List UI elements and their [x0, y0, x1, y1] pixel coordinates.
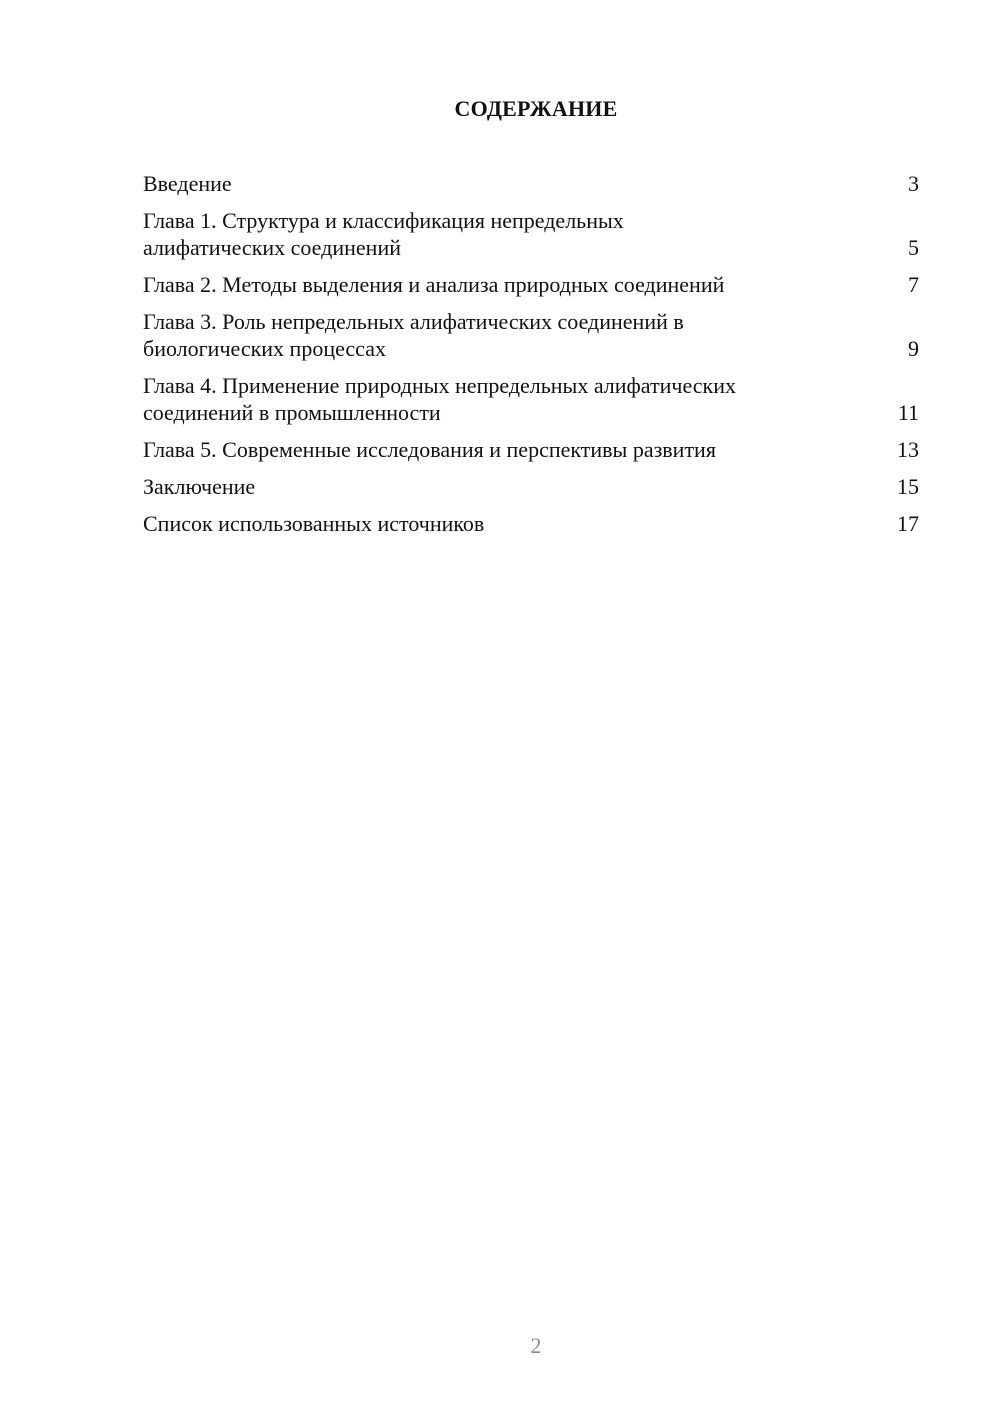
toc-entry-text: Глава 1. Структура и классификация непредельных алифатических соединений [143, 208, 624, 260]
toc-entry-page: 17 [897, 511, 919, 536]
toc-entry-chapter-3 [143, 308, 919, 362]
toc-entry-chapter-2 [143, 271, 919, 298]
toc-entry-text: Глава 4. Применение природных непредельных алифатических соединений в промышленности [143, 373, 736, 425]
toc-title: СОДЕРЖАНИЕ [454, 96, 618, 121]
toc-entry-page: 15 [897, 474, 919, 499]
toc-entry-chapter-5 [143, 436, 919, 463]
toc-entry-text: Глава 2. Методы выделения и анализа природных соединений [143, 272, 725, 297]
toc-entry-chapter-4 [143, 372, 919, 426]
toc-entry-text: Заключение [143, 474, 256, 499]
toc-entry-text: Введение [143, 171, 232, 196]
page-number: 2 [530, 1333, 542, 1358]
toc-entry-introduction [143, 170, 919, 197]
toc-entry-chapter-1 [143, 207, 919, 261]
toc-entry-page: 11 [897, 400, 919, 425]
toc-entry-references [143, 510, 919, 537]
toc-entry-page: 13 [897, 437, 919, 462]
toc-entry-text: Список использованных источников [143, 511, 485, 536]
toc-entry-text: Глава 5. Современные исследования и перспективы развития [143, 437, 716, 462]
toc-entry-page: 3 [908, 171, 919, 196]
toc-entry-page: 5 [908, 235, 919, 260]
toc-entry-page: 9 [908, 336, 919, 361]
toc-entry-text: Глава 3. Роль непредельных алифатических соединений в биологических процессах [143, 309, 684, 361]
toc-entry-conclusion [143, 473, 919, 500]
table-of-contents [143, 170, 919, 547]
toc-entry-page: 7 [908, 272, 919, 297]
